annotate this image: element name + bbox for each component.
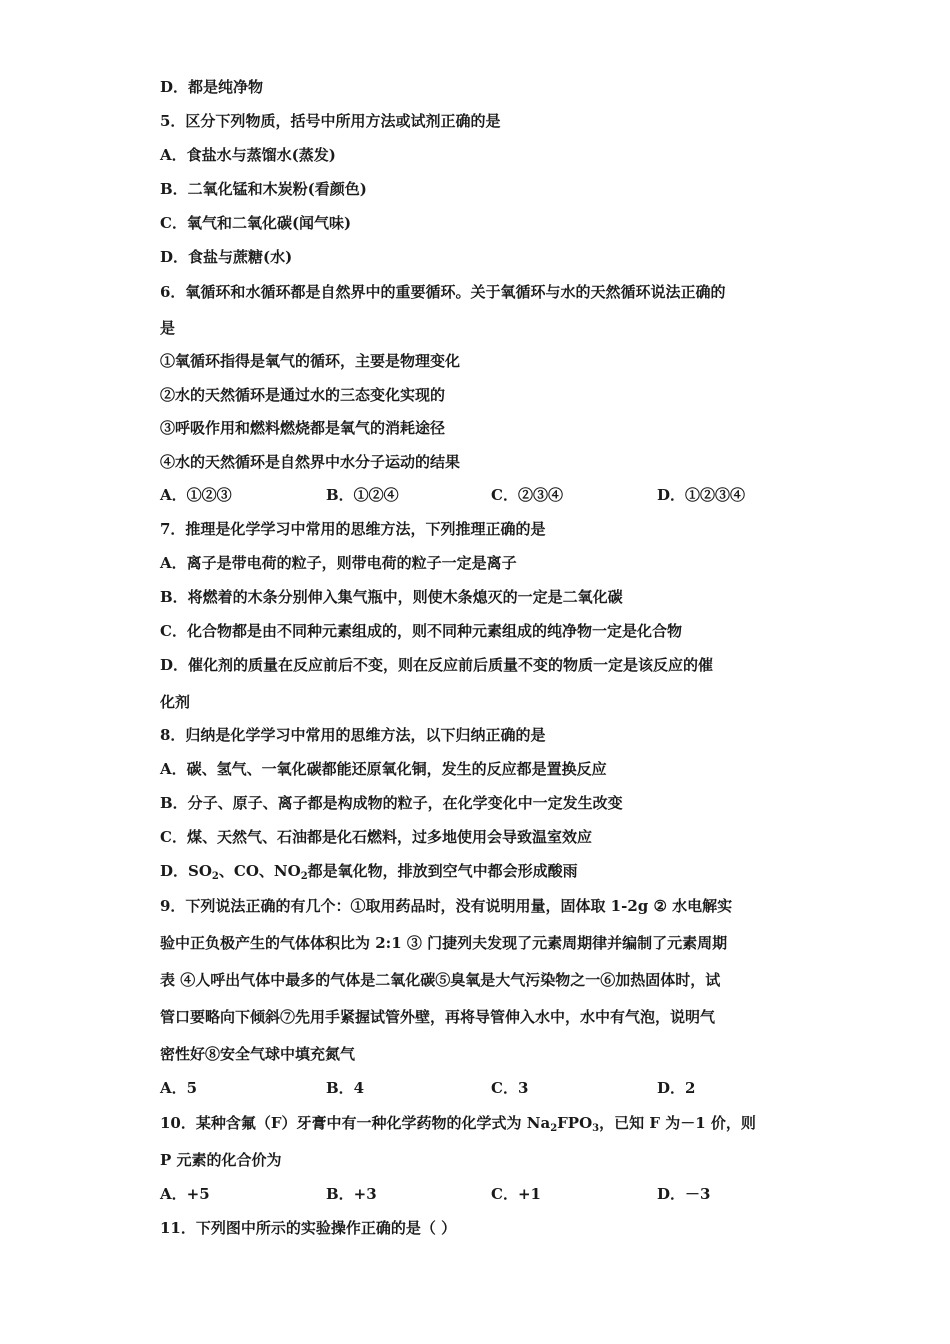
q10-option-a: A．+5 [160, 1185, 210, 1203]
q8-option-a: A．碳、氢气、一氧化碳都能还原氧化铜，发生的反应都是置换反应 [160, 760, 607, 778]
q8-option-c: C．煤、天然气、石油都是化石燃料，过多地使用会导致温室效应 [160, 828, 592, 846]
q7-option-d-line1: D．催化剂的质量在反应前后不变，则在反应前后质量不变的物质一定是该反应的催 [160, 656, 714, 674]
q9-line1: 9．下列说法正确的有几个：①取用药品时，没有说明用量，固体取 1-2g ② 水电解实 [160, 897, 733, 915]
q6-option-c: C．②③④ [491, 486, 563, 504]
q6-statement-4: ④水的天然循环是自然界中水分子运动的结果 [160, 453, 461, 471]
q6-option-a: A．①②③ [160, 486, 232, 504]
q6-stem-line2: 是 [160, 319, 176, 337]
q9-option-a: A．5 [160, 1079, 198, 1097]
q5-option-c: C．氧气和二氧化碳(闻气味) [160, 214, 352, 232]
q6-statement-1: ①氧循环指得是氧气的循环，主要是物理变化 [160, 352, 461, 370]
q9-option-d: D．2 [657, 1079, 696, 1097]
q7-option-a: A．离子是带电荷的粒子，则带电荷的粒子一定是离子 [160, 554, 517, 572]
q10-option-b: B．+3 [326, 1185, 377, 1203]
q7-option-c: C．化合物都是由不同种元素组成的，则不同种元素组成的纯净物一定是化合物 [160, 622, 682, 640]
q10-option-d: D．－3 [657, 1185, 711, 1203]
q7-stem: 7．推理是化学学习中常用的思维方法，下列推理正确的是 [160, 520, 546, 538]
q9-line5: 密性好⑧安全气球中填充氮气 [160, 1045, 356, 1063]
q6-statement-2: ②水的天然循环是通过水的三态变化实现的 [160, 386, 446, 404]
q6-option-d: D．①②③④ [657, 486, 746, 504]
q10-line2: P 元素的化合价为 [160, 1151, 282, 1169]
q9-option-b: B．4 [326, 1079, 365, 1097]
q5-option-d: D．食盐与蔗糖(水) [160, 248, 293, 266]
q7-option-d-line2: 化剂 [160, 693, 191, 711]
q7-option-b: B．将燃着的木条分别伸入集气瓶中，则使木条熄灭的一定是二氧化碳 [160, 588, 623, 606]
q9-option-c: C．3 [491, 1079, 529, 1097]
q9-line3: 表 ④人呼出气体中最多的气体是二氧化碳⑤臭氧是大气污染物之一⑥加热固体时，试 [160, 971, 721, 989]
q9-line4: 管口要略向下倾斜⑦先用手紧握试管外壁，再将导管伸入水中，水中有气泡，说明气 [160, 1008, 716, 1026]
q5-option-b: B．二氧化锰和木炭粉(看颜色) [160, 180, 367, 198]
q10-option-c: C．+1 [491, 1185, 541, 1203]
q8-stem: 8．归纳是化学学习中常用的思维方法，以下归纳正确的是 [160, 726, 546, 744]
q5-option-a: A．食盐水与蒸馏水(蒸发) [160, 146, 336, 164]
q6-stem-line1: 6．氧循环和水循环都是自然界中的重要循环。关于氧循环与水的天然循环说法正确的 [160, 283, 726, 301]
q10-line1: 10．某种含氟（F）牙膏中有一种化学药物的化学式为 $Na_2FPO_3$，已知 F 为－1 价，则 [160, 1114, 756, 1134]
q4-option-d: D．都是纯净物 [160, 78, 264, 96]
q6-statement-3: ③呼吸作用和燃料燃烧都是氧气的消耗途径 [160, 419, 446, 437]
q11-stem: 11．下列图中所示的实验操作正确的是（ ） [160, 1219, 457, 1237]
q9-line2: 验中正负极产生的气体体积比为 2:1 ③ 门捷列夫发现了元素周期律并编制了元素周期 [160, 934, 728, 952]
q6-option-b: B．①②④ [326, 486, 399, 504]
q8-option-d: D．$SO_2$、CO、$NO_2$都是氧化物，排放到空气中都会形成酸雨 [160, 862, 578, 882]
q8-option-b: B．分子、原子、离子都是构成物的粒子，在化学变化中一定发生改变 [160, 794, 623, 812]
q5-stem: 5．区分下列物质，括号中所用方法或试剂正确的是 [160, 112, 501, 130]
